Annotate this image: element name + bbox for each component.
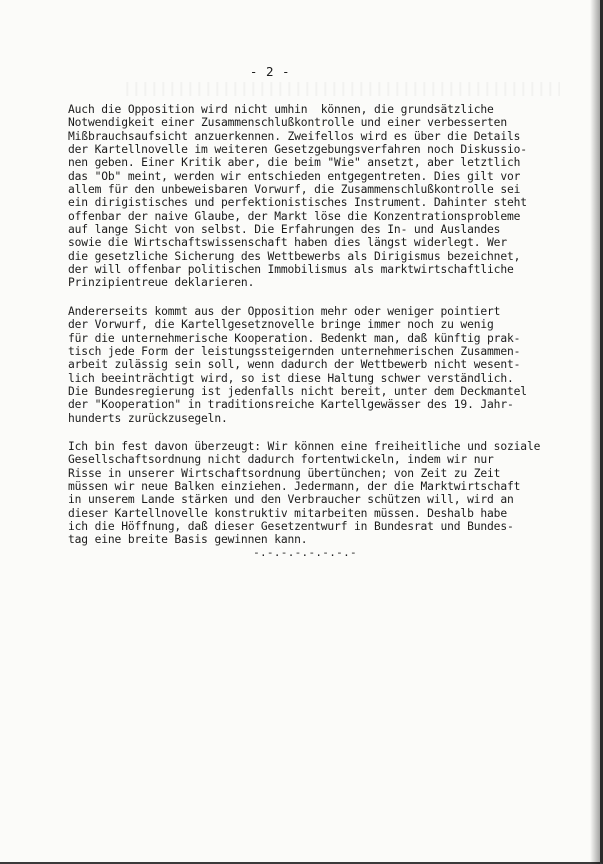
- paragraph-3: [68, 440, 588, 547]
- text-line: ein dirigistisches und perfektionistisches Instrument. Dahinter steht: [68, 196, 527, 210]
- text-line: der "Kooperation" in traditionsreiche Kartellgewässer des 19. Jahr-: [68, 398, 514, 412]
- paragraph-1: [68, 103, 588, 290]
- paragraph-2: [68, 305, 588, 425]
- text-line: der Vorwurf, die Kartellgesetznovelle bringe immer noch zu wenig: [68, 318, 494, 332]
- text-line: sowie die Wirtschaftswissenschaft haben dies längst widerlegt. Wer: [68, 236, 507, 250]
- text-line: offenbar der naive Glaube, der Markt löse die Konzentrationsprobleme: [68, 209, 521, 223]
- text-line: tag eine breite Basis gewinnen kann.: [68, 533, 308, 547]
- text-line: auf lange Sicht von selbst. Die Erfahrungen des In- und Auslandes: [68, 223, 501, 237]
- text-line: Ich bin fest davon überzeugt: Wir können eine freiheitliche und soziale: [68, 439, 541, 453]
- text-line: Prinzipientreue deklarieren.: [68, 276, 255, 290]
- text-line: für die unternehmerische Kooperation. Bedenkt man, daß künftig prak-: [68, 331, 521, 345]
- text-line: arbeit zulässig sein soll, wenn dadurch der Wettbewerb nicht wesent-: [68, 358, 521, 372]
- text-line: Die Bundesregierung ist jedenfalls nicht bereit, unter dem Deckmantel: [68, 384, 527, 398]
- text-line: in unserem Lande stärken und den Verbraucher schützen will, wird an: [68, 493, 514, 507]
- text-line: der will offenbar politischen Immobilismus als marktwirtschaftliche: [68, 263, 514, 277]
- text-line: Andererseits kommt aus der Opposition mehr oder weniger pointiert: [68, 304, 501, 318]
- text-line: hunderts zurückzusegeln.: [68, 411, 228, 425]
- text-line: Risse in unserer Wirtschaftsordnung übertünchen; von Zeit zu Zeit: [68, 466, 501, 480]
- text-line: das "Ob" meint, werden wir entschieden entgegentreten. Dies gilt vor: [68, 169, 521, 183]
- text-line: dieser Kartellnovelle konstruktiv mitarbeiten müssen. Deshalb habe: [68, 506, 507, 520]
- text-line: allem für den unbeweisbaren Vorwurf, die Zusammenschlußkontrolle sei: [68, 183, 521, 197]
- scan-noise-strip: [120, 82, 560, 96]
- text-line: Gesellschaftsordnung nicht dadurch fortentwickeln, indem wir nur: [68, 453, 494, 467]
- text-line: nen geben. Einer Kritik aber, die beim "Wie" ansetzt, aber letztlich: [68, 156, 521, 170]
- text-line: die gesetzliche Sicherung des Wettbewerbs als Dirigismus bezeichnet,: [68, 249, 521, 263]
- text-line: lich beeinträchtigt wird, so ist diese Haltung schwer verständlich.: [68, 371, 514, 385]
- text-line: der Kartellnovelle im weiteren Gesetzgebungsverfahren noch Diskussio-: [68, 143, 527, 157]
- section-separator: -.-.-.-.-.-.-.-: [253, 546, 357, 559]
- scan-edge-shadow: [590, 0, 600, 864]
- text-line: Mißbrauchsaufsicht anzuerkennen. Zweifellos wird es über die Details: [68, 129, 521, 143]
- text-line: ich die Höffnung, daß dieser Gesetzentwurf in Bundesrat und Bundes-: [68, 519, 514, 533]
- text-line: müssen wir neue Balken einziehen. Jedermann, der die Marktwirtschaft: [68, 479, 521, 493]
- text-line: Notwendigkeit einer Zusammenschlußkontrolle und einer verbesserten: [68, 116, 507, 130]
- body-text: [68, 103, 588, 562]
- text-line: Auch die Opposition wird nicht umhin können, die grundsätzliche: [68, 103, 494, 116]
- page-number: - 2 -: [249, 64, 291, 79]
- text-line: tisch jede Form der leistungssteigernden unternehmerischen Zusammen-: [68, 344, 521, 358]
